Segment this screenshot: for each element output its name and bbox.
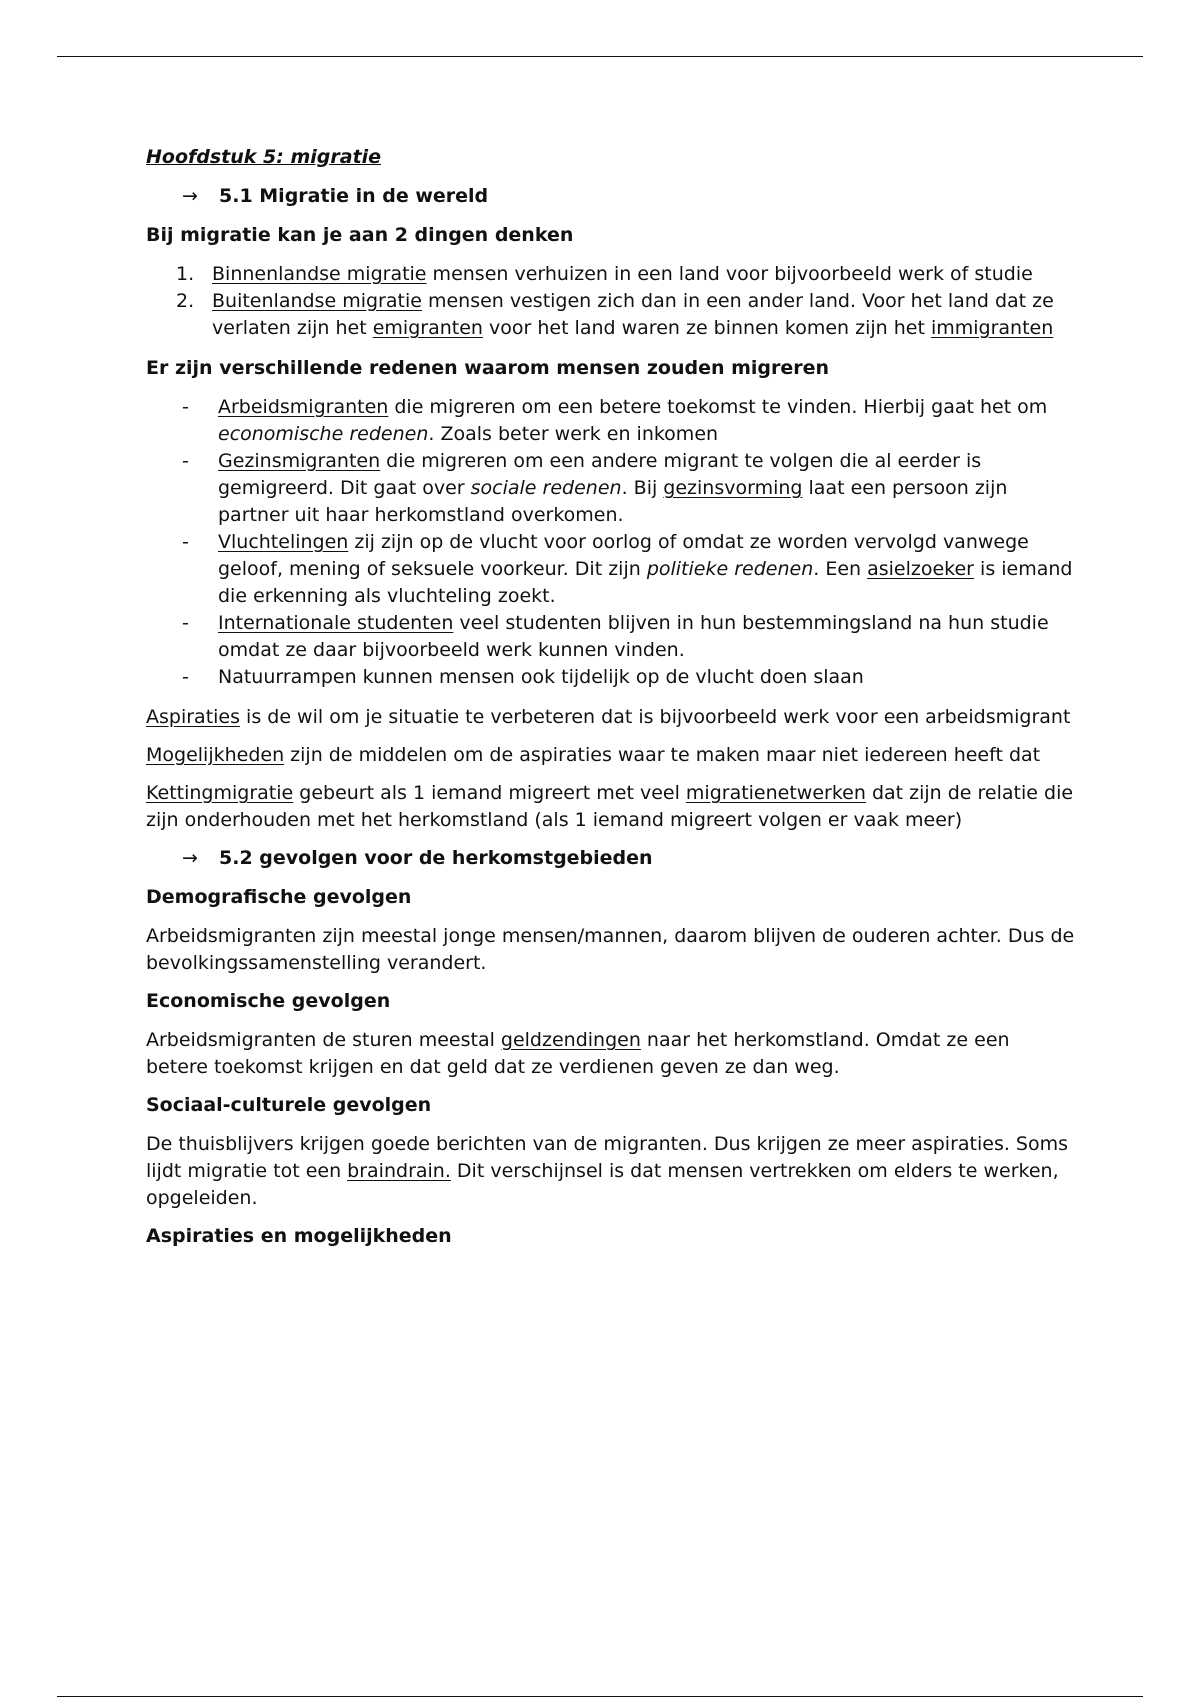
list-marker: - [182, 531, 189, 553]
subheading-economisch: Economische gevolgen [146, 990, 391, 1012]
term-emigranten: emigranten [372, 317, 483, 339]
list-item: 1. Binnenlandse migratie mensen verhuizen in een land voor bijvoorbeeld werk of studie [146, 261, 1076, 288]
term-geldzendingen: geldzendingen [500, 1029, 641, 1051]
term-aspiraties: Aspiraties [146, 706, 241, 728]
list-marker: - [182, 612, 189, 634]
list-item: - Natuurrampen kunnen mensen ook tijdelijk op de vlucht doen slaan [146, 664, 1076, 691]
list-marker: 1. [176, 263, 195, 285]
section-heading-5-2 [182, 845, 1076, 872]
subheading-sociaal-cultureel: Sociaal-culturele gevolgen [146, 1094, 432, 1116]
term-asielzoeker: asielzoeker [867, 558, 974, 580]
list-marker: 2. [176, 290, 195, 312]
list-item: - Arbeidsmigranten die migreren om een betere toekomst te vinden. Hierbij gaat het om economische redenen. Zoals beter werk en inkomen [146, 394, 1076, 448]
term-braindrain: braindrain. [347, 1160, 451, 1182]
arrow-icon: → [182, 185, 198, 207]
footer-rule [57, 1696, 1143, 1697]
paragraph-demografisch: Arbeidsmigranten zijn meestal jonge mensen/mannen, daarom blijven de ouderen achter. Dus de bevolkingssamenstelling verandert. [146, 925, 1075, 974]
term-binnenlandse-migratie: Binnenlandse migratie [212, 263, 427, 285]
subheading-migration-types: Bij migratie kan je aan 2 dingen denken [146, 224, 574, 246]
paragraph-sociaal-cultureel: De thuisblijvers krijgen goede berichten van de migranten. Dus krijgen ze meer aspiraties. Soms lijdt migratie tot een braindrain. Dit verschijnsel is dat mensen vertrekken om elders te werken, opgeleiden. [146, 1133, 1069, 1209]
paragraph-economisch: Arbeidsmigranten de sturen meestal geldzendingen naar het herkomstland. Omdat ze een betere toekomst krijgen en dat geld dat ze verdienen geven ze dan weg. [146, 1029, 1010, 1078]
list-marker: - [182, 450, 189, 472]
term-migratienetwerken: migratienetwerken [685, 782, 866, 804]
term-mogelijkheden: Mogelijkheden [146, 744, 285, 766]
subheading-aspiraties-mogelijkheden: Aspiraties en mogelijkheden [146, 1225, 452, 1247]
section-heading-text: 5.2 gevolgen voor de herkomstgebieden [219, 847, 653, 869]
term-gezinsvorming: gezinsvorming [663, 477, 803, 499]
paragraph-kettingmigratie: Kettingmigratie gebeurt als 1 iemand migreert met veel migratienetwerken dat zijn de relatie die zijn onderhouden met het herkomstland (als 1 iemand migreert volgen er vaak meer) [146, 782, 1074, 831]
paragraph-mogelijkheden: Mogelijkheden zijn de middelen om de aspiraties waar te maken maar niet iedereen heeft dat [146, 744, 1041, 766]
term-kettingmigratie: Kettingmigratie [146, 782, 294, 804]
section-heading-5-1 [182, 183, 1076, 210]
term-buitenlandse-migratie: Buitenlandse migratie [212, 290, 422, 312]
list-item: - Internationale studenten veel studenten blijven in hun bestemmingsland na hun studie omdat ze daar bijvoorbeeld werk kunnen vinden. [146, 610, 1076, 664]
arrow-icon: → [182, 847, 198, 869]
chapter-title: Hoofdstuk 5: migratie [146, 146, 382, 168]
document-page [146, 144, 1076, 1262]
term-immigranten: immigranten [930, 317, 1054, 339]
section-heading-text: 5.1 Migratie in de wereld [219, 185, 489, 207]
subheading-demografisch: Demografische gevolgen [146, 886, 412, 908]
subheading-reasons: Er zijn verschillende redenen waarom mensen zouden migreren [146, 357, 830, 379]
numbered-list [146, 261, 1076, 342]
list-item: - Gezinsmigranten die migreren om een andere migrant te volgen die al eerder is gemigreerd. Dit gaat over sociale redenen. Bij gezinsvorming laat een persoon zijn partner uit haar herkomstland overkomen. [146, 448, 1076, 529]
term-gezinsmigranten: Gezinsmigranten [218, 450, 381, 472]
term-vluchtelingen: Vluchtelingen [218, 531, 349, 553]
header-rule [57, 56, 1143, 57]
paragraph-aspiraties: Aspiraties is de wil om je situatie te verbeteren dat is bijvoorbeeld werk voor een arbeidsmigrant [146, 706, 1071, 728]
list-item: 2. Buitenlandse migratie mensen vestigen zich dan in een ander land. Voor het land dat ze verlaten zijn het emigranten voor het land waren ze binnen komen zijn het immigranten [146, 288, 1076, 342]
list-marker: - [182, 666, 189, 688]
list-marker: - [182, 396, 189, 418]
list-item: - Vluchtelingen zij zijn op de vlucht voor oorlog of omdat ze worden vervolgd vanwege geloof, mening of seksuele voorkeur. Dit zijn politieke redenen. Een asielzoeker is iemand die erkenning als vluchteling zoekt. [146, 529, 1076, 610]
reasons-list [146, 394, 1076, 691]
term-arbeidsmigranten: Arbeidsmigranten [218, 396, 389, 418]
term-internationale-studenten: Internationale studenten [218, 612, 454, 634]
